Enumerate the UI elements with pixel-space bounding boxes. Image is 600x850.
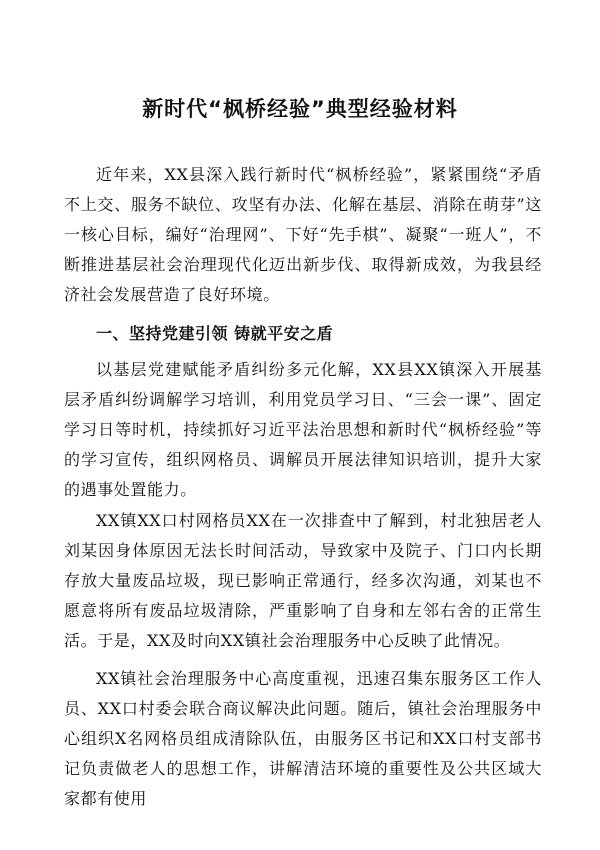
body-paragraph: XX镇XX口村网格员XX在一次排查中了解到，村北独居老人刘某因身体原因无法长时间活动，导致家中及院子、门口内长期存放大量废品垃圾，现已影响正常通行，经多次沟通，刘某也不愿意将所有废品垃圾清除，严重影响了自身和左邻右舍的正常生活。于是，XX及时向XX镇社会治理服务中心反映了此情况。 xyxy=(64,511,542,650)
section-heading: 一、坚持党建引领 铸就平安之盾 xyxy=(96,324,334,343)
document-title: 新时代“枫桥经验”典型经验材料 xyxy=(142,97,458,121)
intro-paragraph: 近年来，XX县深入践行新时代“枫桥经验”，紧紧围绕“矛盾不上交、服务不缺位、攻坚有办法、化解在基层、消除在萌芽”这一核心目标，编好“治理网”、下好“先手棋”、凝聚“一班人”，不断推进基层社会治理现代化迈出新步伐、取得新成效，为我县经济社会发展营造了良好环境。 xyxy=(64,165,542,304)
body-paragraph: XX镇社会治理服务中心高度重视，迅速召集东服务区工作人员、XX口村委会联合商议解决此问题。随后，镇社会治理服务中心组织X名网格员组成清除队伍，由服务区书记和XX口村支部书记负责做老人的思想工作，讲解清洁环境的重要性及公共区域大家都有使用 xyxy=(64,669,542,808)
body-paragraph: 以基层党建赋能矛盾纠纷多元化解，XX县XX镇深入开展基层矛盾纠纷调解学习培训，利用党员学习日、“三会一课”、固定学习日等时机，持续抓好习近平法治思想和新时代“枫桥经验”等的学习宣传，组织网格员、调解员开展法律知识培训，提升大家的遇事处置能力。 xyxy=(64,360,542,499)
